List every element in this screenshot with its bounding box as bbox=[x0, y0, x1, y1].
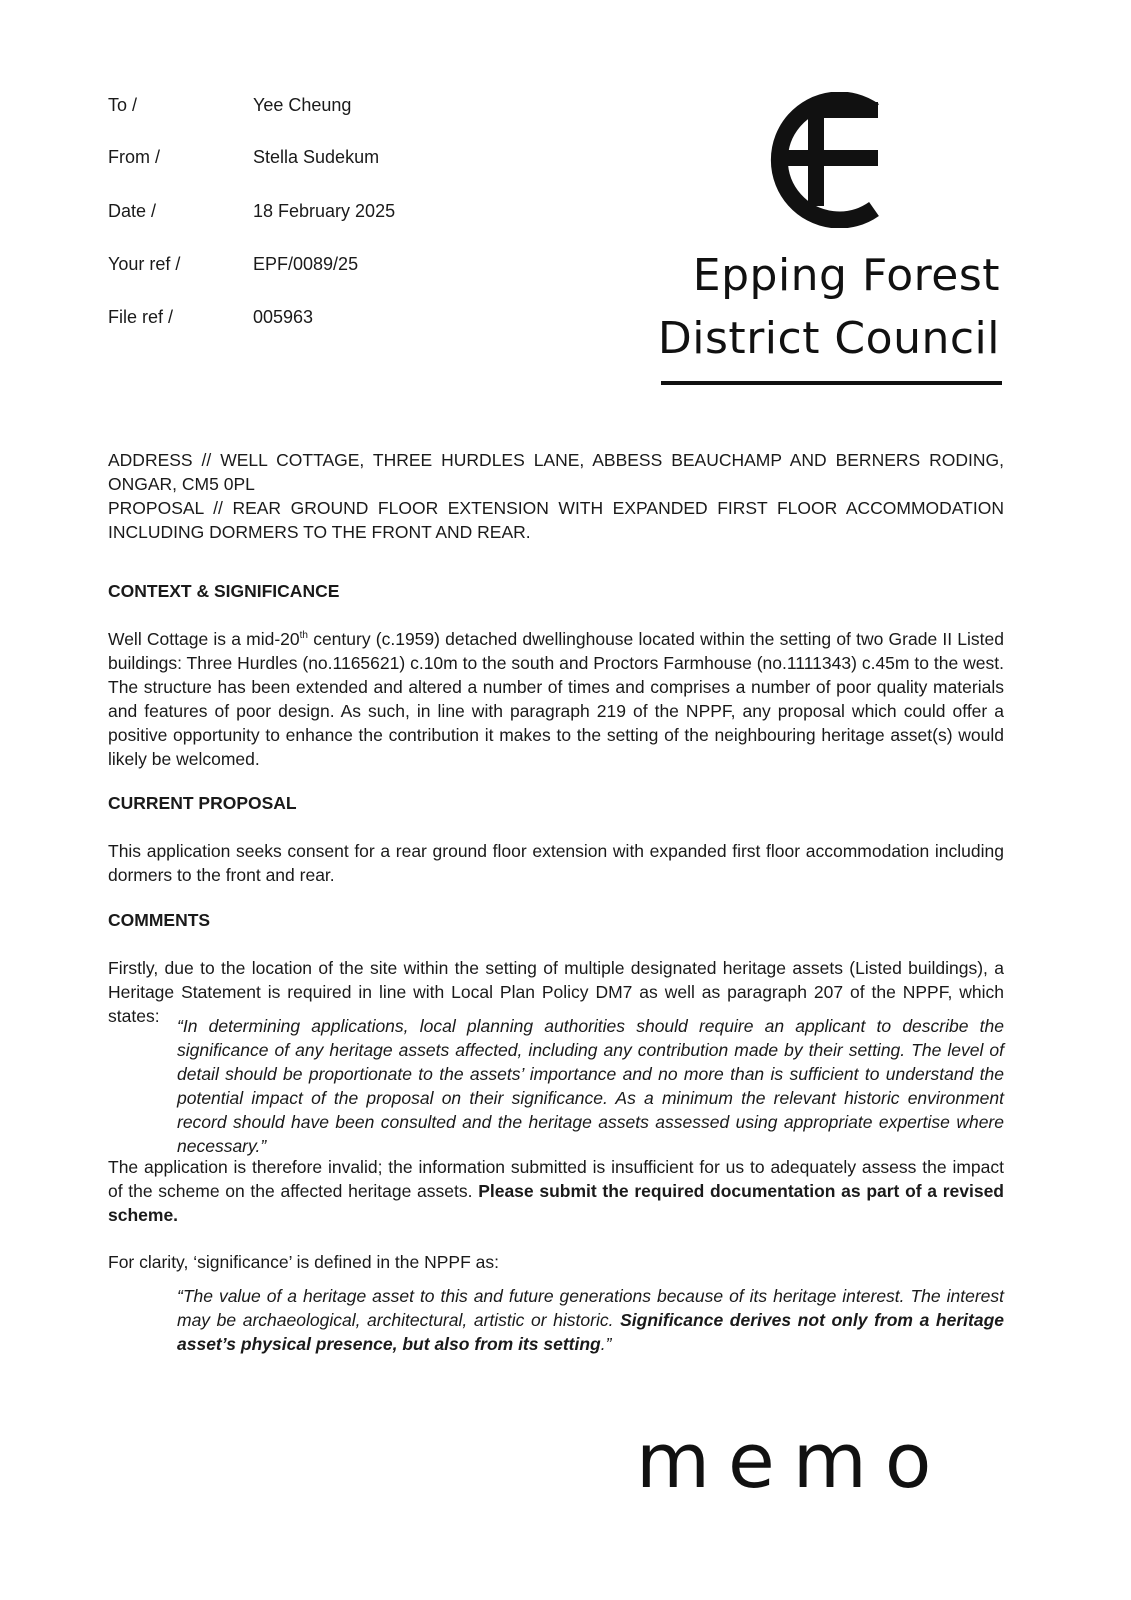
date-value: 18 February 2025 bbox=[253, 201, 396, 221]
memo-footer-title: memo bbox=[636, 1416, 950, 1505]
epping-forest-logo-icon bbox=[762, 92, 880, 228]
comments-paragraph-1: Firstly, due to the location of the site within the setting of multiple designated heritage assets (Listed buildings), a Heritage Statement is required in line with Local Plan Policy DM7 as well as paragraph 207 of the NPPF, which states: bbox=[108, 958, 1004, 1026]
your-ref-label: Your ref / bbox=[108, 254, 181, 274]
file-ref-label: File ref / bbox=[108, 307, 174, 327]
your-ref-value: EPF/0089/25 bbox=[253, 254, 359, 274]
significance-quote-bold: Significance derives not only from a heritage asset’s physical presence, but also from its setting bbox=[177, 1310, 1004, 1354]
comments-heading: COMMENTS bbox=[108, 910, 211, 930]
current-proposal-paragraph: This application seeks consent for a rear ground floor extension with expanded first floor accommodation including dormers to the front and rear. bbox=[108, 841, 1004, 885]
nppf-quote-207: “In determining applications, local planning authorities should require an applicant to describe the significance of any heritage assets affected, including any contribution made by their setting. The level of detail should be proportionate to the assets’ importance and no more than is sufficient to understand the potential impact of the proposal on their significance. As a minimum the relevant historic environment record should have been consulted and the heritage assets assessed using appropriate expertise where necessary.” bbox=[177, 1016, 1004, 1156]
date-label: Date / bbox=[108, 201, 157, 221]
context-text-start: Well Cottage is a mid-20 bbox=[108, 629, 300, 649]
significance-quote-end: .” bbox=[600, 1334, 612, 1354]
to-value: Yee Cheung bbox=[253, 95, 352, 115]
from-label: From / bbox=[108, 147, 160, 167]
from-value: Stella Sudekum bbox=[253, 147, 380, 167]
proposal-line bbox=[108, 496, 1004, 544]
comments-paragraph-2 bbox=[108, 1155, 1004, 1227]
context-superscript: th bbox=[299, 630, 308, 642]
header-divider bbox=[661, 381, 1002, 385]
context-paragraph bbox=[108, 627, 1004, 771]
file-ref-value: 005963 bbox=[253, 307, 314, 327]
organisation-name-line1: Epping Forest bbox=[692, 250, 1000, 301]
comments-paragraph-2-text: The application is therefore invalid; the information submitted is insufficient for us to adequately assess the impact of the scheme on the affected heritage assets. bbox=[108, 1157, 1004, 1201]
organisation-name-line2: District Council bbox=[657, 313, 1000, 364]
proposal-label: PROPOSAL // bbox=[108, 498, 223, 518]
significance-quote bbox=[177, 1284, 1004, 1356]
current-proposal-heading: CURRENT PROPOSAL bbox=[108, 793, 297, 813]
context-heading: CONTEXT & SIGNIFICANCE bbox=[108, 581, 340, 601]
proposal-text: REAR GROUND FLOOR EXTENSION WITH EXPANDED FIRST FLOOR ACCOMMODATION INCLUDING DORMERS TO THE FRONT AND REAR. bbox=[108, 498, 1004, 542]
to-label: To / bbox=[108, 95, 138, 115]
context-text-rest: century (c.1959) detached dwellinghouse located within the setting of two Grade II Listed buildings: Three Hurdles (no.1165621) c.10m to the south and Proctors Farmhouse (no.1111343) c.45m to the west. The structure has been extended and altered a number of times and comprises a number of poor quality materials and features of poor design. As such, in line with paragraph 219 of the NPPF, any proposal which could offer a positive opportunity to enhance the contribution it makes to the setting of the neighbouring heritage asset(s) would likely be welcomed. bbox=[108, 629, 1004, 769]
significance-quote-text: “The value of a heritage asset to this and future generations because of its heritage interest. The interest may be archaeological, architectural, artistic or historic. bbox=[177, 1286, 1004, 1330]
address-text: WELL COTTAGE, THREE HURDLES LANE, ABBESS BEAUCHAMP AND BERNERS RODING, ONGAR, CM5 0PL bbox=[108, 450, 1004, 494]
address-line bbox=[108, 448, 1004, 496]
comments-paragraph-3: For clarity, ‘significance’ is defined in the NPPF as: bbox=[108, 1252, 499, 1272]
comments-paragraph-2-bold: Please submit the required documentation as part of a revised scheme. bbox=[108, 1181, 1005, 1225]
address-label: ADDRESS // bbox=[108, 450, 212, 470]
